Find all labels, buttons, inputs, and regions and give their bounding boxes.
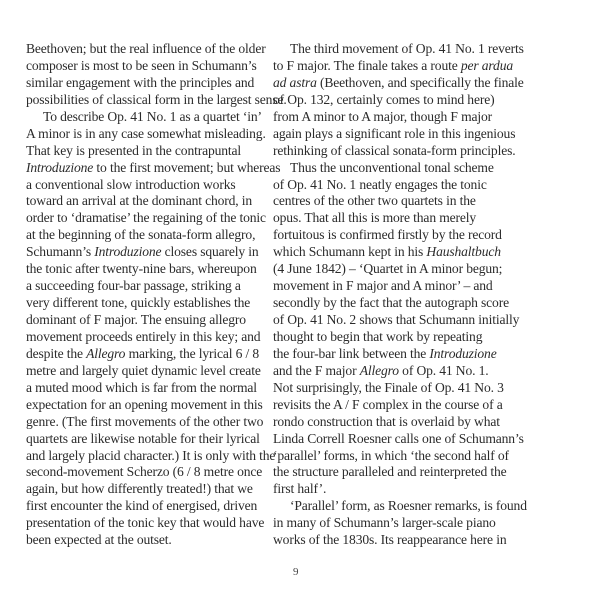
text-line (26, 515, 286, 532)
text-line (26, 380, 286, 397)
text-line (26, 464, 286, 481)
text-run: at the beginning of the sonata-form allegro, (26, 227, 256, 243)
text-run: rethinking of classical sonata-form principles. (273, 142, 516, 158)
text-line (273, 143, 533, 160)
text-run: presentation of the tonic key that would have (26, 515, 265, 531)
text-run: centres of the other two quartets in the (273, 193, 476, 209)
text-line (26, 227, 286, 244)
text-line (273, 532, 533, 549)
text-run: marking, the lyrical 6 / 8 (125, 345, 260, 361)
text-line (26, 160, 286, 177)
text-line (273, 58, 533, 75)
text-run: ‘Parallel’ form, as Roesner remarks, is found (290, 498, 527, 514)
text-line (26, 143, 286, 160)
text-run: which Schumann kept in his (273, 244, 427, 260)
text-line (26, 75, 286, 92)
text-run: possibilities of classical form in the largest sense. (26, 91, 287, 107)
text-run: ‘parallel’ forms, in which ‘the second half of (273, 447, 509, 463)
text-run: Not surprisingly, the Finale of Op. 41 No. 3 (273, 379, 504, 395)
text-line (26, 397, 286, 414)
italic-text: Allegro (359, 362, 399, 378)
text-line (273, 92, 533, 109)
text-run: rondo construction that is overlaid by what (273, 413, 500, 429)
text-line (273, 210, 533, 227)
text-line (26, 210, 286, 227)
text-line (26, 193, 286, 210)
text-run: in many of Schumann’s larger-scale piano (273, 515, 496, 531)
text-run: (4 June 1842) – ‘Quartet in A minor begun; (273, 261, 503, 277)
text-line (273, 363, 533, 380)
text-run: again plays a significant role in this ingenious (273, 125, 516, 141)
text-line (26, 481, 286, 498)
italic-text: Introduzione (429, 345, 497, 361)
text-run: genre. (The first movements of the other two (26, 413, 264, 429)
text-line (26, 278, 286, 295)
italic-text: Allegro (86, 345, 126, 361)
text-line (26, 498, 286, 515)
text-line (273, 126, 533, 143)
text-line (273, 227, 533, 244)
text-run: movement in F major and A minor’ – and (273, 278, 493, 294)
italic-text: ad astra (273, 74, 317, 90)
text-run: opus. That all this is more than merely (273, 210, 477, 226)
text-run: the four-bar link between the (273, 345, 430, 361)
text-run: to F major. The finale takes a route (273, 57, 461, 73)
text-run: of Op. 41 No. 1 neatly engages the tonic (273, 176, 487, 192)
text-run: first encounter the kind of energised, driven (26, 498, 258, 514)
text-line (273, 515, 533, 532)
text-run: a conventional slow introduction works (26, 176, 236, 192)
text-run: To describe Op. 41 No. 1 as a quartet ‘in’ (43, 108, 262, 124)
text-run: been expected at the outset. (26, 532, 172, 548)
text-run: toward an arrival at the dominant chord, in (26, 193, 253, 209)
text-run: revisits the A / F complex in the course of a (273, 396, 503, 412)
text-line (26, 126, 286, 143)
text-line (26, 346, 286, 363)
text-run: the tonic after twenty-nine bars, whereupon (26, 261, 257, 277)
text-run: Beethoven; but the real influence of the older (26, 41, 266, 56)
text-line (273, 109, 533, 126)
text-line (273, 312, 533, 329)
text-run: of Op. 41 No. 1. (398, 362, 489, 378)
text-run: despite the (26, 345, 87, 361)
text-line (26, 92, 286, 109)
text-run: thought to begin that work by repeating (273, 328, 483, 344)
text-line (273, 498, 533, 515)
text-line (273, 380, 533, 397)
text-line (273, 75, 533, 92)
text-run: from A minor to A major, though F major (273, 108, 493, 124)
text-run: a muted mood which is far from the normal (26, 379, 257, 395)
text-run: to the first movement; but whereas (93, 159, 281, 175)
text-run: That key is presented in the contrapuntal (26, 142, 242, 158)
text-run: A minor is in any case somewhat misleading. (26, 125, 266, 141)
text-run: movement proceeds entirely in this key; and (26, 328, 261, 344)
text-line (273, 448, 533, 465)
text-line (26, 431, 286, 448)
text-run: closes squarely in (161, 244, 259, 260)
text-run: the structure paralleled and reinterpreted the (273, 464, 507, 480)
text-line (26, 295, 286, 312)
text-run: works of the 1830s. Its reappearance here in (273, 532, 507, 548)
text-line (273, 160, 533, 177)
text-line (273, 278, 533, 295)
text-line (26, 532, 286, 549)
text-line (26, 448, 286, 465)
text-run: a succeeding four-bar passage, striking a (26, 278, 241, 294)
text-run: of Op. 41 No. 2 shows that Schumann initially (273, 312, 520, 327)
text-line (26, 414, 286, 431)
left-column (26, 41, 286, 549)
text-line (273, 329, 533, 346)
text-run: and the F major (273, 362, 360, 378)
text-line (273, 261, 533, 278)
text-line (26, 363, 286, 380)
text-run: dominant of F major. The ensuing allegro (26, 312, 246, 327)
text-line (273, 397, 533, 414)
text-line (273, 295, 533, 312)
text-run: secondly by the fact that the autograph score (273, 295, 509, 311)
text-run: of Op. 132, certainly comes to mind here) (273, 91, 495, 107)
text-run: similar engagement with the principles and (26, 74, 255, 90)
text-line (273, 481, 533, 498)
text-run: The third movement of Op. 41 No. 1 reverts (290, 41, 524, 56)
text-run: order to ‘dramatise’ the regaining of the tonic (26, 210, 266, 226)
text-line (26, 329, 286, 346)
text-line (26, 244, 286, 261)
text-run: (Beethoven, and specifically the finale (316, 74, 524, 90)
right-column (273, 41, 533, 549)
text-line (273, 346, 533, 363)
text-line (26, 261, 286, 278)
text-line (26, 109, 286, 126)
text-run: composer is most to be seen in Schumann’s (26, 57, 257, 73)
text-run: Linda Correll Roesner calls one of Schumann’s (273, 430, 524, 446)
italic-text: Introduzione (26, 159, 94, 175)
italic-text: per ardua (460, 57, 514, 73)
text-line (26, 58, 286, 75)
text-line (26, 177, 286, 194)
text-run: metre and largely quiet dynamic level create (26, 362, 261, 378)
text-run: fortuitous is confirmed firstly by the record (273, 227, 502, 243)
text-line (26, 41, 286, 58)
text-line (273, 177, 533, 194)
text-line (273, 193, 533, 210)
italic-text: Haushaltbuch (426, 244, 501, 260)
text-run: Schumann’s (26, 244, 95, 260)
text-run: Thus the unconventional tonal scheme (290, 159, 494, 175)
text-run: expectation for an opening movement in this (26, 396, 263, 412)
text-run: first half’. (273, 481, 327, 497)
text-line (273, 244, 533, 261)
text-line (273, 41, 533, 58)
italic-text: Introduzione (94, 244, 162, 260)
text-line (273, 431, 533, 448)
text-line (273, 414, 533, 431)
text-line (273, 464, 533, 481)
text-run: and largely placid character.) It is only with the (26, 447, 276, 463)
text-run: second-movement Scherzo (6 / 8 metre once (26, 464, 263, 480)
text-run: quartets are likewise notable for their lyrical (26, 430, 260, 446)
text-run: very different tone, quickly establishes the (26, 295, 251, 311)
text-run: again, but how differently treated!) that we (26, 481, 253, 497)
text-line (26, 312, 286, 329)
page-number: 9 (293, 566, 299, 578)
